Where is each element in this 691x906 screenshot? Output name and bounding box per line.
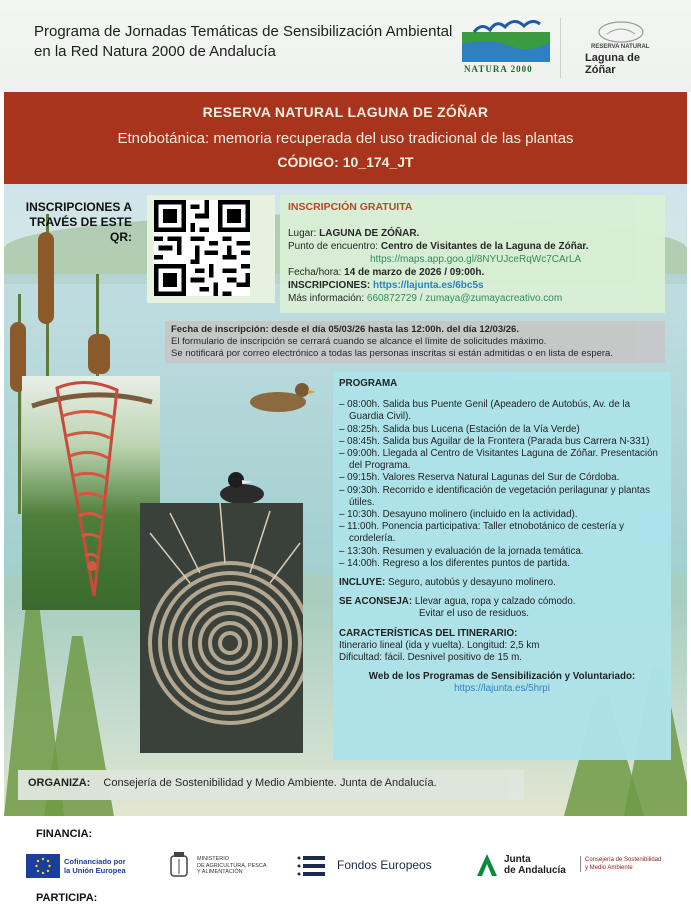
eu-logo-text bbox=[64, 857, 126, 875]
fondos-europeos-logo bbox=[295, 852, 455, 880]
registration-dates-panel bbox=[165, 321, 665, 363]
itinerary-line-2: Dificultad: fácil. Desnivel positivo de 15 m. bbox=[339, 652, 522, 664]
eu-text-line1: Cofinanciado por bbox=[64, 857, 126, 866]
activity-title: Etnobotánica: memoria recuperada del uso tradicional de las plantas bbox=[117, 130, 574, 147]
includes-row bbox=[339, 577, 665, 589]
signup-row bbox=[288, 279, 657, 292]
more-info-contact[interactable]: 660872729 / zumaya@zumayacreativo.com bbox=[366, 293, 563, 304]
title-banner bbox=[4, 92, 687, 184]
junta-cons-line2: y Medio Ambiente bbox=[585, 865, 633, 871]
advice-label: SE ACONSEJA: bbox=[339, 596, 413, 608]
place-value: LAGUNA DE ZÓÑAR. bbox=[319, 228, 420, 239]
schedule-item: – 08:25h. Salida bus Lucena (Estación de la Vía Verde) bbox=[339, 423, 580, 435]
ministry-text-line1: MINISTERIO bbox=[197, 856, 230, 862]
cattail bbox=[38, 232, 54, 324]
coiled-basket-photo bbox=[140, 503, 303, 753]
place-label: Lugar: bbox=[288, 228, 317, 239]
schedule-item: – 09:30h. Recorrido e identificación de vegetación perilagunar y plantas útiles. bbox=[339, 484, 650, 508]
schedule-item: – 09:15h. Valores Reserva Natural Lagunas del Sur de Córdoba. bbox=[339, 472, 620, 484]
schedule-item: – 13:30h. Resumen y evaluación de la jornada temática. bbox=[339, 545, 584, 557]
includes-label: INCLUYE: bbox=[339, 577, 386, 589]
meeting-label: Punto de encuentro: bbox=[288, 241, 379, 252]
header bbox=[0, 0, 691, 92]
more-info-row bbox=[288, 292, 657, 305]
reserva-logo-name: Laguna de Zóñar bbox=[585, 52, 641, 76]
organizer-label: ORGANIZA: bbox=[28, 777, 91, 789]
meeting-link-row bbox=[288, 253, 657, 266]
itinerary-title: CARACTERÍSTICAS DEL ITINERARIO: bbox=[339, 627, 518, 639]
date-label: Fecha/hora: bbox=[288, 267, 342, 278]
notification-note: Se notificará por correo electrónico a todas las personas inscritas si están admitidas o en lista de espera. bbox=[171, 348, 613, 359]
eu-cofunded-logo bbox=[26, 854, 136, 880]
meeting-row bbox=[288, 240, 657, 253]
more-info-label: Más información: bbox=[288, 293, 365, 304]
schedule-item: – 11:00h. Ponencia participativa: Taller etnobotánico de cestería y cordelería. bbox=[339, 521, 625, 545]
schedule-item: – 10:30h. Desayuno molinero (incluido en la actividad). bbox=[339, 509, 578, 521]
program-schedule bbox=[339, 399, 665, 570]
organizer-value: Consejería de Sostenibilidad y Medio Ambiente. Junta de Andalucía. bbox=[103, 777, 437, 789]
junta-text-line2: de Andalucía bbox=[504, 865, 566, 876]
eu-text-line2: la Unión Europea bbox=[64, 866, 126, 875]
reserva-logo-small-text: RESERVA NATURAL bbox=[591, 44, 650, 50]
signup-link[interactable]: https://lajunta.es/6bc5s bbox=[373, 280, 484, 291]
junta-andalucia-logo bbox=[474, 852, 674, 882]
advice-value: Llevar agua, ropa y calzado cómodo. bbox=[414, 596, 576, 608]
coot-illustration bbox=[214, 470, 274, 506]
meeting-value: Centro de Visitantes de la Laguna de Zóñar. bbox=[380, 241, 589, 252]
program-title-heading: PROGRAMA bbox=[339, 378, 398, 389]
qr-label: INSCRIPCIONES A TRAVÉS DE ESTE QR: bbox=[25, 200, 132, 244]
activity-code: CÓDIGO: 10_174_JT bbox=[277, 154, 414, 170]
duck-illustration bbox=[246, 380, 316, 414]
meeting-map-link[interactable]: https://maps.app.goo.gl/8NYUJceRqWc7CArLA bbox=[370, 254, 582, 265]
itinerary-line-1: Itinerario lineal (ida y vuelta). Longitud: 2,5 km bbox=[339, 639, 540, 651]
registration-info-panel bbox=[280, 195, 665, 313]
schedule-item: – 08:00h. Salida bus Puente Genil (Apeadero de Autobús, Av. de la Guardia Civil). bbox=[339, 399, 631, 423]
qr-code[interactable] bbox=[154, 200, 250, 296]
web-title: Web de los Programas de Sensibilización y Voluntariado: bbox=[368, 671, 636, 683]
schedule-item: – 14:00h. Regreso a los diferentes puntos de partida. bbox=[339, 557, 570, 569]
program-title: Programa de Jornadas Temáticas de Sensibilización Ambiental en la Red Natura 2000 de Andalucía bbox=[34, 23, 453, 60]
advice-value-2: Evitar el uso de residuos. bbox=[419, 608, 529, 620]
advice-row bbox=[339, 596, 665, 608]
free-registration-title: INSCRIPCIÓN GRATUITA bbox=[288, 201, 413, 213]
place-row bbox=[288, 227, 657, 240]
cattail bbox=[88, 334, 110, 374]
junta-text bbox=[504, 854, 566, 876]
organizer-bar bbox=[18, 770, 524, 800]
signup-label: INSCRIPCIONES: bbox=[288, 280, 371, 291]
sponsors-section bbox=[0, 816, 691, 906]
participants-heading: PARTICIPA: bbox=[36, 892, 98, 904]
ministry-text-line3: Y ALIMENTACIÓN bbox=[197, 869, 243, 875]
schedule-item: – 09:00h. Llegada al Centro de Visitantes Laguna de Zóñar. Presentación del Programa. bbox=[339, 448, 658, 472]
natura-logo-text: NATURA 2000 bbox=[464, 64, 533, 74]
fondos-europeos-icon bbox=[295, 852, 331, 880]
web-link[interactable]: https://lajunta.es/5hrpi bbox=[454, 683, 550, 695]
date-value: 14 de marzo de 2026 / 09:00h. bbox=[344, 267, 485, 278]
registration-period: Fecha de inscripción: desde el día 05/03/26 hasta las 12:00h. del día 12/03/26. bbox=[171, 324, 519, 335]
ministry-text bbox=[197, 856, 267, 876]
program-panel bbox=[333, 372, 671, 760]
ministry-text-line2: DE AGRICULTURA, PESCA bbox=[197, 862, 267, 869]
reserve-title: RESERVA NATURAL LAGUNA DE ZÓÑAR bbox=[202, 104, 489, 120]
eu-flag-icon bbox=[26, 854, 60, 878]
includes-value: Seguro, autobús y desayuno molinero. bbox=[388, 577, 556, 589]
registration-limit-note: El formulario de inscripción se cerrará cuando se alcance el límite de solicitudes máximo. bbox=[171, 336, 547, 347]
reserva-natural-logo bbox=[560, 18, 665, 78]
schedule-item: – 08:45h. Salida bus Aguilar de la Frontera (Parada bus Carrera N-331) bbox=[339, 435, 650, 447]
junta-consejeria-text bbox=[580, 856, 661, 872]
spain-coat-of-arms-icon bbox=[165, 850, 193, 880]
junta-andalucia-icon bbox=[474, 852, 500, 878]
date-row bbox=[288, 266, 657, 279]
junta-cons-line1: Consejería de Sostenibilidad bbox=[585, 857, 662, 863]
funders-heading: FINANCIA: bbox=[36, 828, 93, 840]
fondos-text: Fondos Europeos bbox=[337, 858, 432, 872]
natura-2000-logo bbox=[460, 14, 552, 78]
ministry-logo bbox=[165, 850, 277, 882]
junta-text-line1: Junta bbox=[504, 854, 531, 865]
